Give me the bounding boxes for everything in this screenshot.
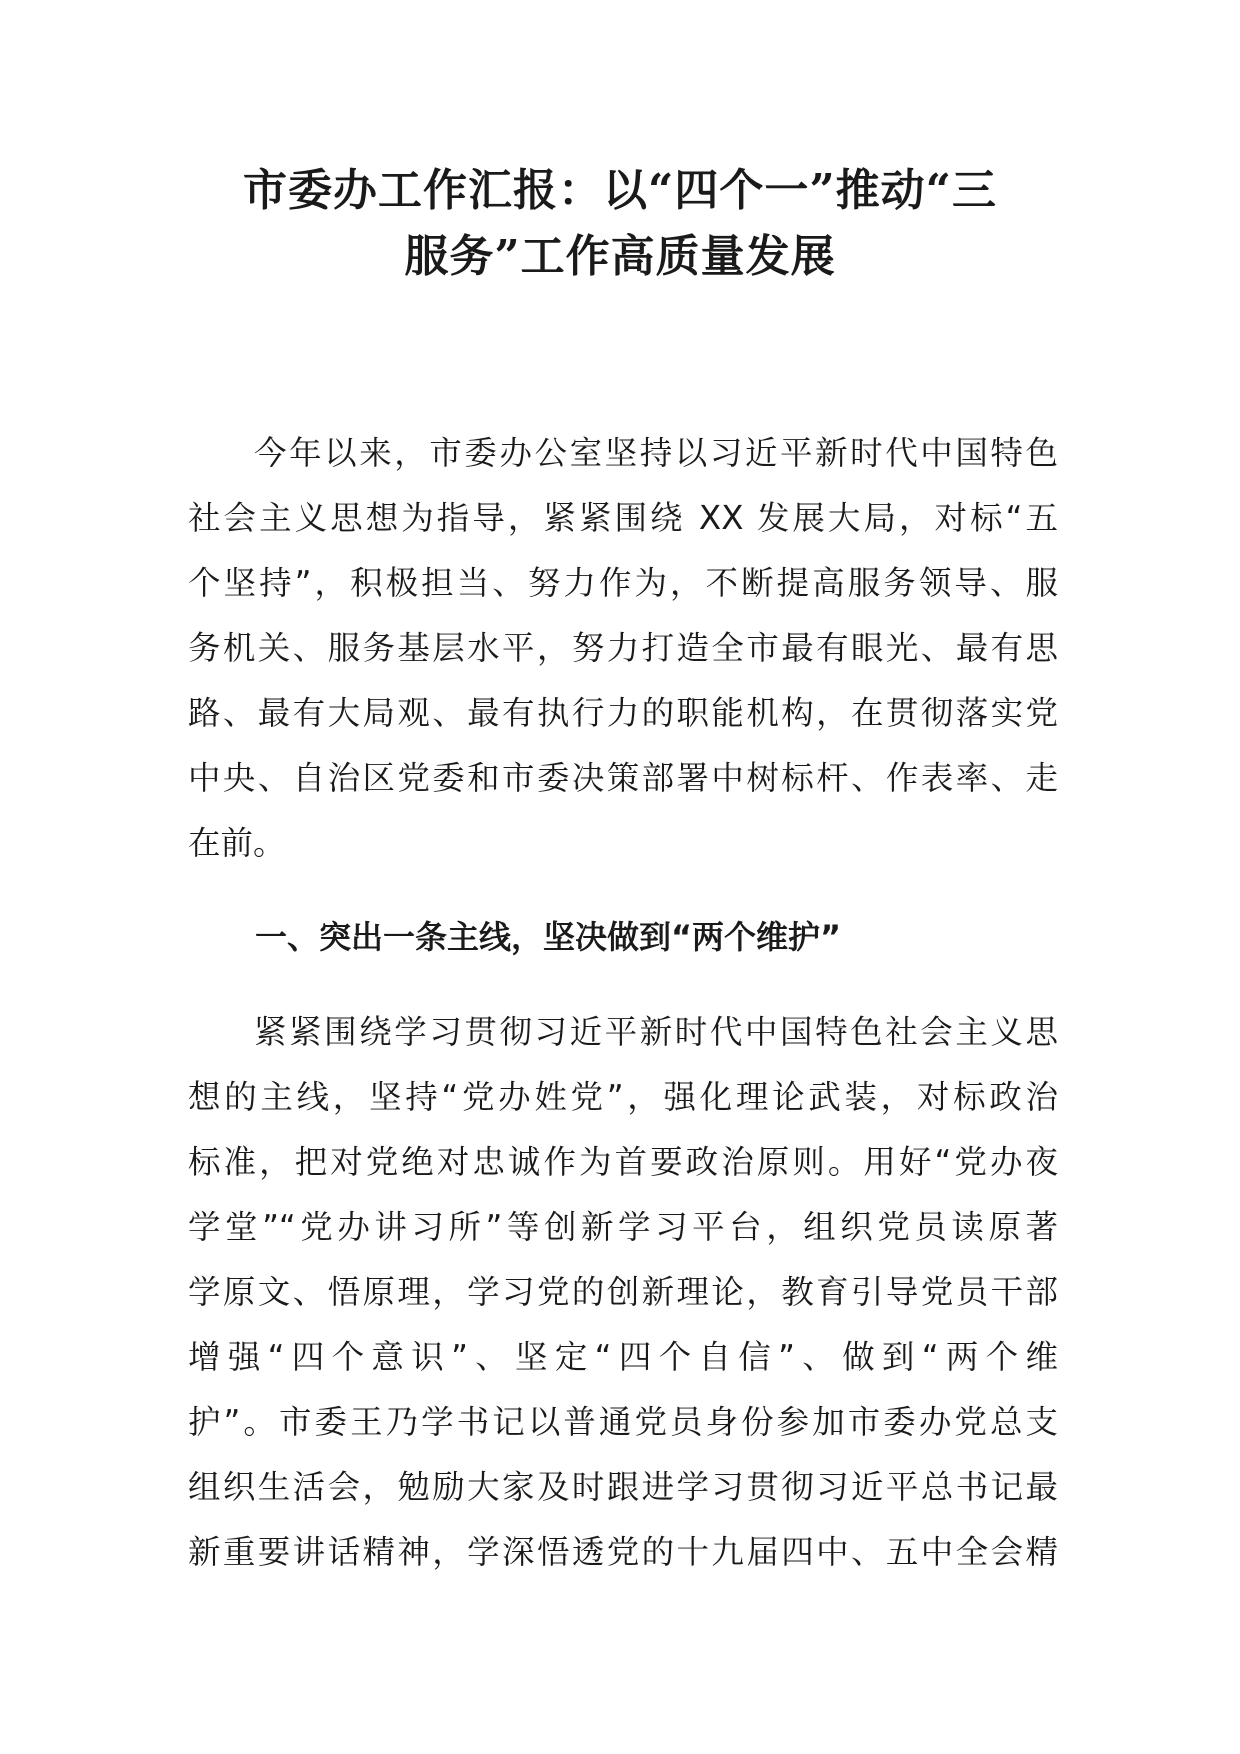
title-line: 市委办工作汇报：以“四个一”推动“三 (243, 165, 997, 216)
paragraph-line: 个坚持”，积极担当、努力作为，不断提高服务领导、服 (188, 564, 1058, 602)
paragraph-line: 学堂”“党办讲习所”等创新学习平台，组织党员读原著 (188, 1208, 1058, 1246)
paragraph-line: 想的主线，坚持“党办姓党”，强化理论武装，对标政治 (188, 1078, 1058, 1116)
paragraph-line: 标准，把对党绝对忠诚作为首要政治原则。用好“党办夜 (188, 1143, 1058, 1181)
section-paragraph (188, 1000, 1058, 1585)
paragraph-line: 增强“四个意识”、坚定“四个自信”、做到“两个维 (188, 1338, 1058, 1376)
paragraph-line: 学原文、悟原理，学习党的创新理论，教育引导党员干部 (188, 1273, 1058, 1311)
paragraph-line: 社会主义思想为指导，紧紧围绕 XX 发展大局，对标“五 (188, 499, 1058, 537)
document-title (150, 158, 1090, 290)
paragraph-line: 在前。 (188, 824, 286, 862)
section-heading: 一、突出一条主线，坚决做到“两个维护” (255, 918, 842, 956)
paragraph-line: 路、最有大局观、最有执行力的职能机构，在贯彻落实党 (188, 694, 1058, 732)
paragraph-line: 务机关、服务基层水平，努力打造全市最有眼光、最有思 (188, 629, 1058, 667)
paragraph-line: 中央、自治区党委和市委决策部署中树标杆、作表率、走 (188, 759, 1058, 797)
paragraph-line: 新重要讲话精神，学深悟透党的十九届四中、五中全会精 (188, 1533, 1058, 1571)
paragraph-line: 紧紧围绕学习贯彻习近平新时代中国特色社会主义思 (254, 1013, 1058, 1051)
paragraph-line: 今年以来，市委办公室坚持以习近平新时代中国特色 (254, 434, 1058, 472)
title-line: 服务”工作高质量发展 (404, 231, 836, 282)
paragraph-line: 护”。市委王乃学书记以普通党员身份参加市委办党总支 (188, 1403, 1058, 1441)
intro-paragraph (188, 421, 1058, 876)
paragraph-line: 组织生活会，勉励大家及时跟进学习贯彻习近平总书记最 (188, 1468, 1058, 1506)
